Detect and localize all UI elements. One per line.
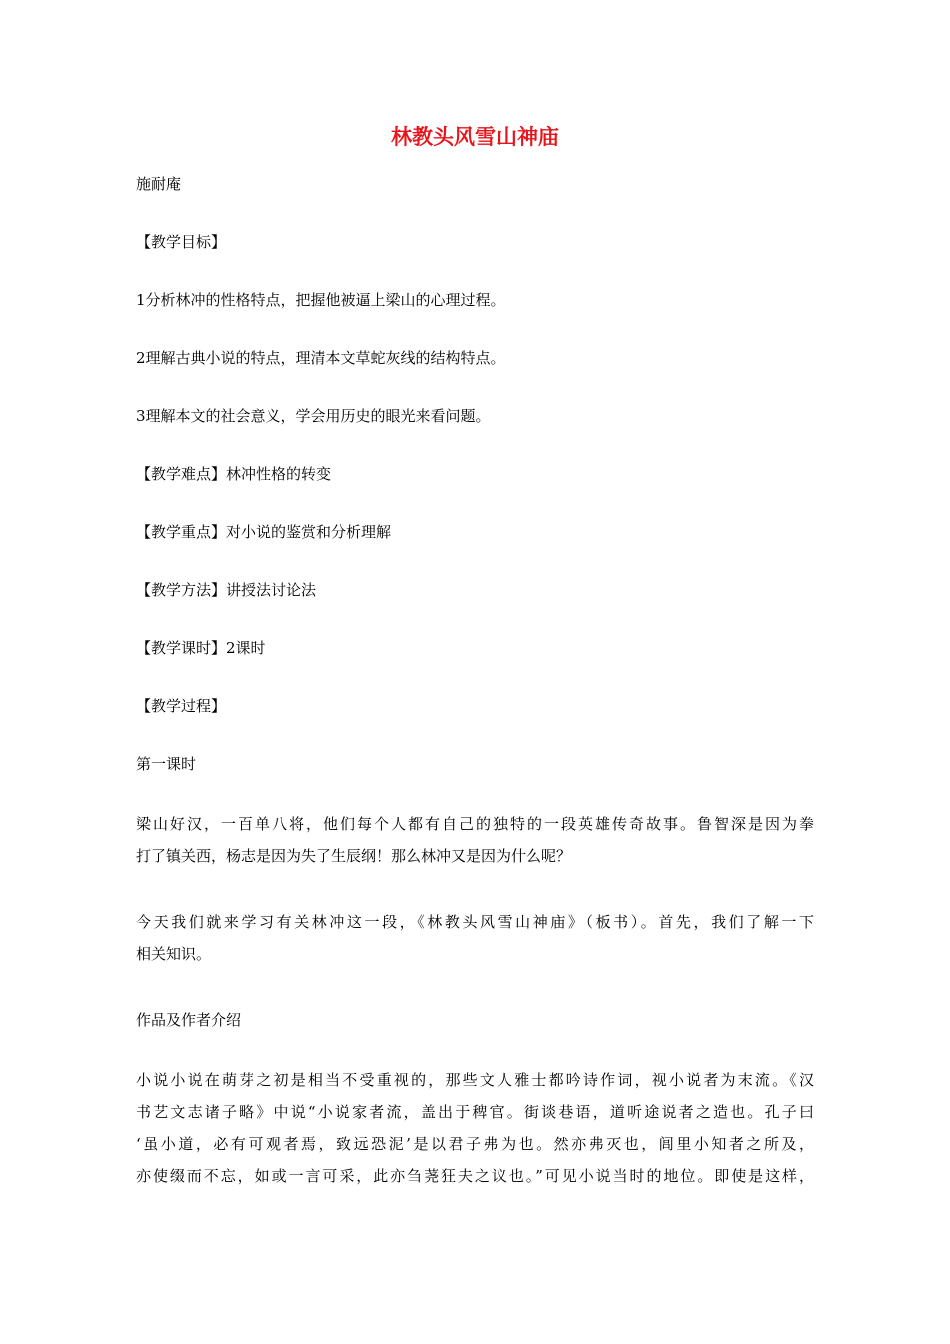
novel-paragraph [136,1064,814,1192]
paragraph-line: 亦使缀而不忘，如或一言可采，此亦刍荛狂夫之议也。”可见小说当时的地位。即使是这样， [136,1167,814,1185]
goal-item: 3理解本文的社会意义，学会用历史的眼光来看问题。 [136,407,491,425]
paragraph-line: 梁山好汉，一百单八将，他们每个人都有自己的独特的一段英雄传奇故事。鲁智深是因为拳 [136,815,814,833]
today-paragraph [136,906,814,970]
author-name: 施耐庵 [136,175,182,193]
paragraph-line: 书艺文志诸子略》中说“小说家者流，盖出于稗官。街谈巷语，道听途说者之造也。孔子曰 [136,1103,814,1121]
key-point-line: 【教学重点】对小说的鉴赏和分析理解 [136,523,392,541]
goals-heading: 【教学目标】 [136,233,227,251]
paragraph-line: ‘虽小道，必有可观者焉，致远恐泥’是以君子弗为也。然亦弗灭也，闾里小知者之所及， [136,1135,814,1153]
hours-line: 【教学课时】2课时 [136,639,266,657]
document-title: 林教头风雪山神庙 [391,125,559,149]
goal-item: 1分析林冲的性格特点，把握他被逼上梁山的心理过程。 [136,291,506,309]
difficulty-line: 【教学难点】林冲性格的转变 [136,465,332,483]
paragraph-line: 相关知识。 [136,945,212,963]
lesson-one-heading: 第一课时 [136,755,197,773]
goal-item: 2理解古典小说的特点，理清本文草蛇灰线的结构特点。 [136,349,506,367]
process-heading: 【教学过程】 [136,697,227,715]
paragraph-line: 打了镇关西，杨志是因为失了生辰纲！那么林冲又是因为什么呢？ [136,847,572,865]
method-line: 【教学方法】讲授法讨论法 [136,581,317,599]
works-heading: 作品及作者介绍 [136,1011,242,1029]
paragraph-line: 小说小说在萌芽之初是相当不受重视的，那些文人雅士都吟诗作词，视小说者为末流。《汉 [136,1071,814,1089]
intro-paragraph [136,808,814,872]
paragraph-line: 今天我们就来学习有关林冲这一段，《林教头风雪山神庙》（板书）。首先，我们了解一下 [136,913,814,931]
